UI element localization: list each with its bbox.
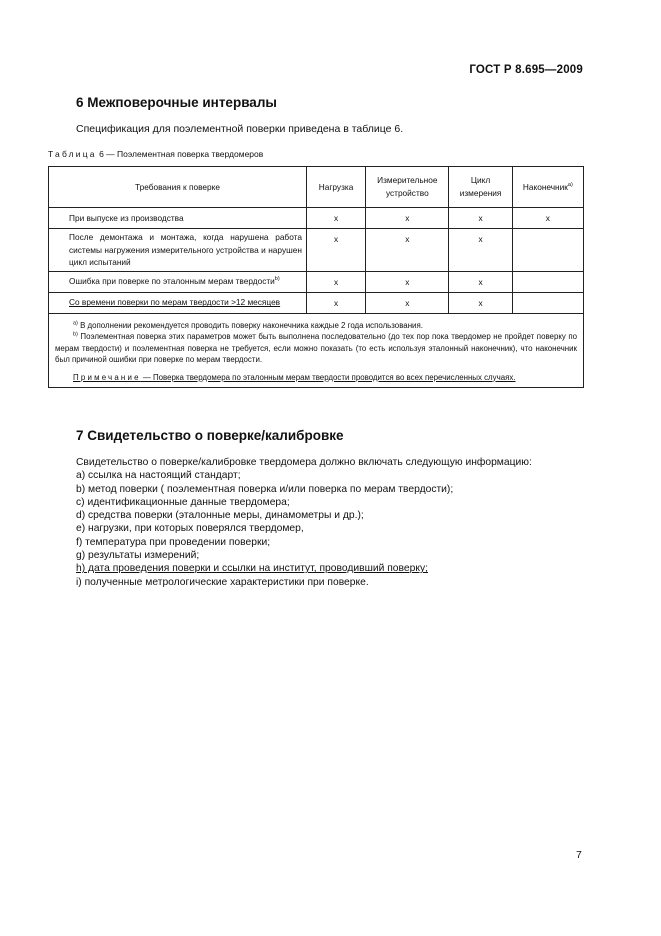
row-footnote-mark: b)	[274, 276, 280, 283]
row-mark: x	[306, 208, 365, 229]
verification-table	[48, 166, 584, 388]
table-row	[49, 208, 584, 229]
table-header-row	[49, 167, 584, 208]
list-item: b) метод поверки ( поэлементная поверка и/или поверка по мерам твердости);	[76, 483, 454, 495]
table-caption-label: Таблица	[48, 149, 97, 159]
row-requirement	[49, 292, 307, 313]
header-measuring-device: Измерительное устройство	[366, 167, 449, 208]
row-mark: x	[306, 229, 365, 272]
table-row	[49, 292, 584, 313]
row-mark: x	[449, 292, 512, 313]
list-item: f) температура при проведении поверки;	[76, 536, 271, 548]
header-load: Нагрузка	[306, 167, 365, 208]
list-item: d) средства поверки (эталонные меры, динамометры и др.);	[76, 510, 364, 522]
section-6-title: 6 Межповерочные интервалы	[76, 95, 277, 110]
row-mark: x	[449, 208, 512, 229]
table-note	[55, 372, 577, 384]
row-requirement: При выпуске из производства	[49, 208, 307, 229]
footnote-a-text: В дополнении рекомендуется проводить поверку наконечника каждые 2 года использования.	[77, 320, 423, 330]
document-code: ГОСТ Р 8.695—2009	[469, 64, 583, 76]
row-mark: x	[366, 271, 449, 292]
table-note-text: — Поверка твердомера по эталонным мерам твердости проводится во всех перечисленных случаях.	[140, 372, 516, 382]
footnote-a-mark: a)	[73, 319, 78, 326]
footnote-b	[55, 331, 577, 366]
row-requirement-text: Со времени поверки по мерам твердости >12 месяцев	[69, 297, 281, 308]
table-caption	[48, 149, 263, 159]
row-requirement: После демонтажа и монтажа, когда нарушена работа системы нагружения измерительного устройства и нарушен цикл испытаний	[49, 229, 307, 272]
table-notes	[49, 313, 584, 388]
table-caption-text: 6 — Поэлементная поверка твердомеров	[96, 149, 264, 159]
row-requirement	[49, 271, 307, 292]
table-row	[49, 271, 584, 292]
list-item: g) результаты измерений;	[76, 550, 200, 562]
row-mark	[512, 292, 583, 313]
row-mark: x	[449, 229, 512, 272]
header-measuring-cycle: Цикл измерения	[449, 167, 512, 208]
row-mark: x	[306, 292, 365, 313]
row-mark	[512, 271, 583, 292]
header-indenter	[512, 167, 583, 208]
row-mark: x	[512, 208, 583, 229]
row-mark: x	[366, 208, 449, 229]
section-7-intro: Свидетельство о поверке/калибровке твердомера должно включать следующую информацию:	[76, 457, 532, 468]
table-notes-row	[49, 313, 584, 388]
footnote-a	[55, 320, 577, 332]
row-mark: x	[366, 292, 449, 313]
certificate-info-list	[76, 456, 532, 589]
row-mark	[512, 229, 583, 272]
list-item: c) идентификационные данные твердомера;	[76, 496, 290, 508]
row-mark: x	[366, 229, 449, 272]
row-requirement-text: Ошибка при поверке по эталонным мерам твердости	[69, 276, 275, 287]
header-indenter-label: Наконечник	[522, 181, 568, 192]
row-mark: x	[449, 271, 512, 292]
list-item: h) дата проведения поверки и ссылки на институт, проводивший поверку;	[76, 563, 428, 575]
row-mark: x	[306, 271, 365, 292]
list-item: e) нагрузки, при которых поверялся твердомер,	[76, 523, 304, 535]
page-number: 7	[576, 849, 582, 861]
section-7-title: 7 Свидетельство о поверке/калибровке	[76, 428, 344, 443]
header-requirements: Требования к поверке	[49, 167, 307, 208]
list-item: i) полученные метрологические характеристики при поверке.	[76, 576, 369, 588]
table-note-label: Примечание	[73, 372, 141, 382]
section-6-intro: Спецификация для поэлементной поверки приведена в таблице 6.	[76, 123, 404, 135]
list-item: a) ссылка на настоящий стандарт;	[76, 470, 241, 482]
header-indenter-footnote-mark: a)	[567, 181, 573, 188]
footnote-b-text: Поэлементная поверка этих параметров может быть выполнена последовательно (до тех пор пока твердомер не пройдет поверку по мерам твердости) и поэлементная поверка не требуется, если можно показать (то есть используя эталонный наконечник), что наконечник был причиной ошибки при поверке по мерам твердости.	[55, 332, 577, 364]
footnote-b-mark: b)	[73, 331, 78, 338]
table-row	[49, 229, 584, 272]
